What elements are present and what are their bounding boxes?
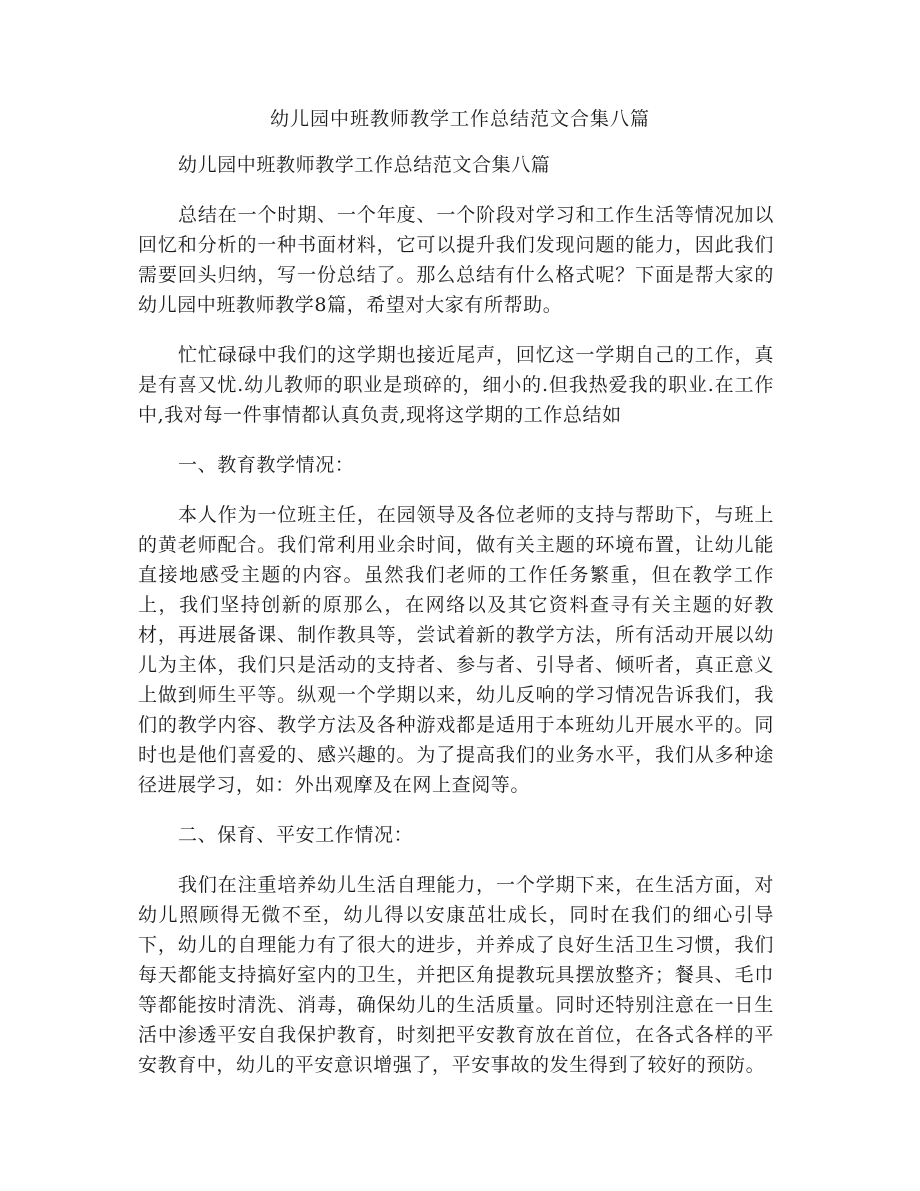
document-subtitle: 幼儿园中班教师教学工作总结范文合集八篇	[178, 154, 551, 176]
section-1-heading: 一、教育教学情况：	[178, 454, 355, 476]
document-body	[138, 150, 774, 1080]
section-2-paragraph: 我们在注重培养幼儿生活自理能力，一个学期下来，在生活方面，对幼儿照顾得无微不至，幼儿得以安康茁壮成长，同时在我们的细心引导下，幼儿的自理能力有了很大的进步，并养成了良好生活卫生习惯，我们每天都能支持搞好室内的卫生，并把区角提教玩具摆放整齐；餐具、毛巾等都能按时清洗、消毒，确保幼儿的生活质量。同时还特别注意在一日生活中渗透平安自我保护教育，时刻把平安教育放在首位，在各式各样的平安教育中，幼儿的平安意识增强了，平安事故的发生得到了较好的预防。	[138, 874, 774, 1076]
section-1-paragraph: 本人作为一位班主任，在园领导及各位老师的支持与帮助下，与班上的黄老师配合。我们常利用业余时间，做有关主题的环境布置，让幼儿能直接地感受主题的内容。虽然我们老师的工作任务繁重，但在教学工作上，我们坚持创新的原那么，在网络以及其它资料查寻有关主题的好教材，再进展备课、制作教具等，尝试着新的教学方法，所有活动开展以幼儿为主体，我们只是活动的支持者、参与者、引导者、倾听者，真正意义上做到师生平等。纵观一个学期以来，幼儿反响的学习情况告诉我们，我们的教学内容、教学方法及各种游戏都是适用于本班幼儿开展水平的。同时也是他们喜爱的、感兴趣的。为了提高我们的业务水平，我们从多种途径进展学习，如：外出观摩及在网上查阅等。	[138, 504, 774, 796]
body-paragraph-1: 忙忙碌碌中我们的这学期也接近尾声，回忆这一学期自己的工作，真是有喜又忧.幼儿教师的职业是琐碎的，细小的.但我热爱我的职业.在工作中,我对每一件事情都认真负责,现将这学期的工作总结如	[138, 344, 774, 426]
document-title: 幼儿园中班教师教学工作总结范文合集八篇	[269, 108, 650, 130]
section-2-heading: 二、保育、平安工作情况：	[178, 824, 414, 846]
intro-paragraph: 总结在一个时期、一个年度、一个阶段对学习和工作生活等情况加以回忆和分析的一种书面材料，它可以提升我们发现问题的能力，因此我们需要回头归纳，写一份总结了。那么总结有什么格式呢？下面是帮大家的幼儿园中班教师教学8篇，希望对大家有所帮助。	[138, 204, 774, 316]
